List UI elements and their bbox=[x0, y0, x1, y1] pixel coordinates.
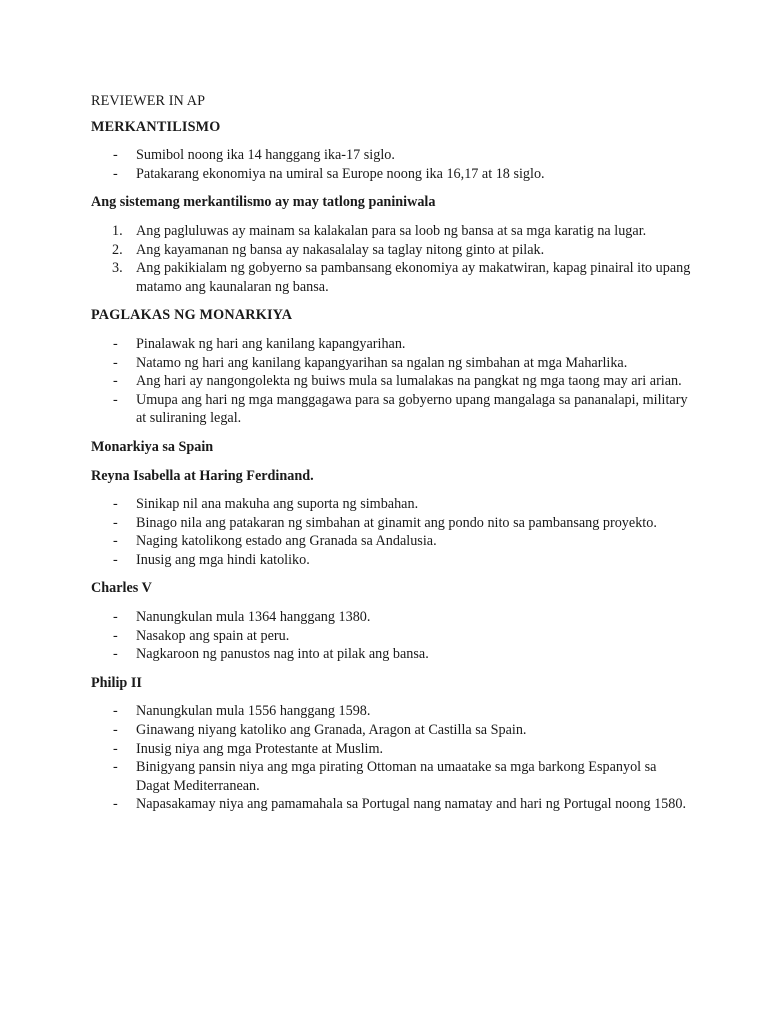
list-item bbox=[91, 495, 691, 514]
list-item-text: Ginawang niyang katoliko ang Granada, Aragon at Castilla sa Spain. bbox=[136, 722, 527, 739]
list-item bbox=[91, 335, 691, 354]
dash-marker: - bbox=[113, 147, 118, 164]
dash-marker: - bbox=[113, 703, 118, 720]
dash-marker: - bbox=[113, 722, 118, 739]
section-heading: Ang sistemang merkantilismo ay may tatlong paniniwala bbox=[91, 194, 436, 211]
bullet-list bbox=[91, 495, 691, 569]
dash-marker: - bbox=[113, 165, 118, 182]
dash-marker: - bbox=[113, 514, 118, 531]
list-item-text: Binago nila ang patakaran ng simbahan at ginamit ang pondo nito sa pambansang proyekto. bbox=[136, 514, 657, 531]
list-item-text: Inusig ang mga hindi katoliko. bbox=[136, 551, 310, 568]
dash-marker: - bbox=[113, 533, 118, 550]
dash-marker: - bbox=[113, 373, 118, 390]
dash-marker: - bbox=[113, 551, 118, 568]
item-number: 2. bbox=[112, 241, 123, 258]
list-item bbox=[91, 645, 691, 664]
section-heading: MERKANTILISMO bbox=[91, 118, 221, 135]
bullet-list bbox=[91, 335, 691, 428]
list-item-text: Patakarang ekonomiya na umiral sa Europe noong ika 16,17 at 18 siglo. bbox=[136, 165, 545, 182]
list-item bbox=[91, 259, 691, 296]
list-item bbox=[91, 514, 691, 533]
document-title: REVIEWER IN AP bbox=[91, 93, 206, 109]
list-item bbox=[91, 354, 691, 373]
list-item-text: Ang kayamanan ng bansa ay nakasalalay sa taglay nitong ginto at pilak. bbox=[136, 241, 545, 258]
dash-marker: - bbox=[113, 627, 118, 644]
numbered-list bbox=[91, 222, 691, 296]
list-item-text: Ang hari ay nangongolekta ng buiws mula sa lumalakas na pangkat ng mga taong may ari arian. bbox=[136, 373, 682, 390]
list-item-text: Natamo ng hari ang kanilang kapangyarihan sa ngalan ng simbahan at mga Maharlika. bbox=[136, 354, 628, 371]
list-item bbox=[91, 532, 691, 551]
dash-marker: - bbox=[113, 335, 118, 352]
list-item-text: Pinalawak ng hari ang kanilang kapangyarihan. bbox=[136, 335, 406, 352]
list-item-text: Inusig niya ang mga Protestante at Muslim. bbox=[136, 740, 384, 757]
list-item bbox=[91, 740, 691, 759]
list-item-text: Nanungkulan mula 1556 hanggang 1598. bbox=[136, 703, 371, 720]
list-item-text: Nagkaroon ng panustos nag into at pilak ang bansa. bbox=[136, 646, 429, 663]
list-item-text: Sinikap nil ana makuha ang suporta ng simbahan. bbox=[136, 496, 419, 513]
bullet-list bbox=[91, 702, 691, 814]
item-number: 3. bbox=[112, 260, 123, 277]
list-item bbox=[91, 241, 691, 260]
list-item bbox=[91, 146, 691, 165]
list-item bbox=[91, 758, 691, 795]
list-item bbox=[91, 391, 691, 428]
dash-marker: - bbox=[113, 609, 118, 626]
sections-container bbox=[91, 118, 691, 814]
dash-marker: - bbox=[113, 496, 118, 513]
list-item-text: Ang pagluluwas ay mainam sa kalakalan para sa loob ng bansa at sa mga karatig na lugar. bbox=[136, 222, 647, 239]
section-heading: Philip II bbox=[91, 674, 142, 691]
item-number: 1. bbox=[112, 222, 123, 239]
list-item bbox=[91, 795, 691, 814]
list-item bbox=[91, 372, 691, 391]
bullet-list bbox=[91, 608, 691, 664]
section-heading: Charles V bbox=[91, 580, 152, 597]
list-item bbox=[91, 608, 691, 627]
list-item-text: Ang pakikialam ng gobyerno sa pambansang ekonomiya ay makatwiran, kapag pinairal ito upang matamo ang kaunalaran ng bansa. bbox=[136, 260, 691, 295]
list-item bbox=[91, 165, 691, 184]
section-heading: Monarkiya sa Spain bbox=[91, 438, 214, 455]
list-item-text: Umupa ang hari ng mga manggagawa para sa gobyerno upang mangalaga sa pananalapi, military at suliraning legal. bbox=[136, 391, 688, 427]
dash-marker: - bbox=[113, 391, 118, 408]
list-item-text: Nanungkulan mula 1364 hanggang 1380. bbox=[136, 609, 371, 626]
list-item-text: Sumibol noong ika 14 hanggang ika-17 siglo. bbox=[136, 147, 395, 164]
dash-marker: - bbox=[113, 740, 118, 757]
list-item-text: Binigyang pansin niya ang mga pirating Ottoman na umaatake sa mga barkong Espanyol sa Dagat Mediterranean. bbox=[136, 759, 657, 794]
dash-marker: - bbox=[113, 759, 118, 776]
list-item-text: Napasakamay niya ang pamamahala sa Portugal nang namatay and hari ng Portugal noong 1580. bbox=[136, 796, 687, 813]
list-item bbox=[91, 702, 691, 721]
section-heading: Reyna Isabella at Haring Ferdinand. bbox=[91, 467, 314, 484]
dash-marker: - bbox=[113, 646, 118, 663]
list-item bbox=[91, 551, 691, 570]
bullet-list bbox=[91, 146, 691, 183]
list-item bbox=[91, 627, 691, 646]
list-item bbox=[91, 222, 691, 241]
list-item-text: Nasakop ang spain at peru. bbox=[136, 627, 290, 644]
list-item bbox=[91, 721, 691, 740]
dash-marker: - bbox=[113, 796, 118, 813]
document-body bbox=[91, 92, 691, 824]
list-item-text: Naging katolikong estado ang Granada sa Andalusia. bbox=[136, 533, 437, 550]
section-heading: PAGLAKAS NG MONARKIYA bbox=[91, 307, 293, 324]
dash-marker: - bbox=[113, 354, 118, 371]
